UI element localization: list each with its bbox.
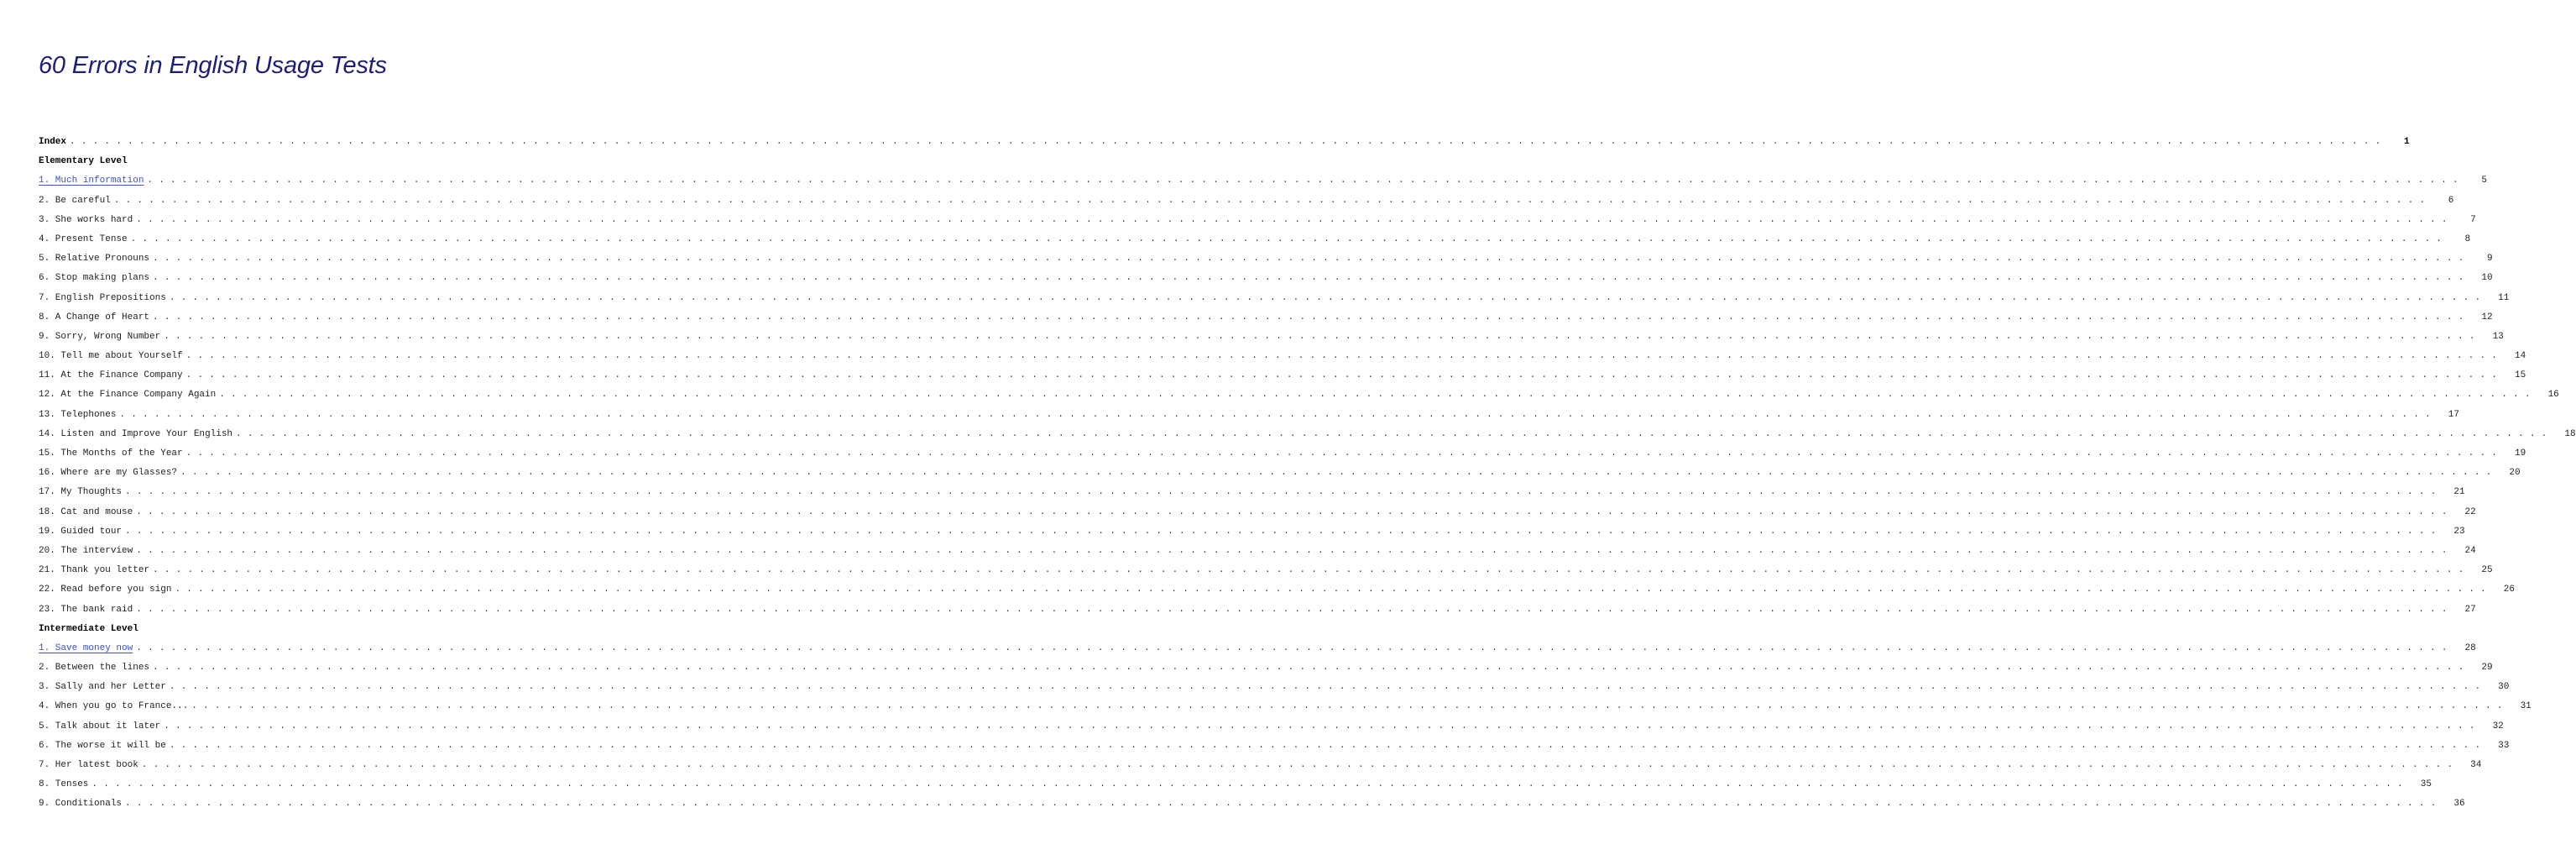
toc-page-number: 20 (2509, 468, 2521, 479)
toc-page-number: 28 (2464, 642, 2476, 653)
toc-entry-label: 14. Listen and Improve Your English (39, 428, 233, 439)
toc-page-number: 15 (2514, 370, 2526, 381)
toc-entry[interactable] (39, 697, 2532, 716)
toc-page-number: 32 (2492, 721, 2504, 732)
toc-entry-label: 7. Her latest book (39, 760, 138, 770)
toc-page-number: 34 (2470, 760, 2482, 770)
dot-leader: . . . . . . . . . . . . . . . . . . . . . . . . . . . . . . . . . . . . . . . . . . . . . . . . . . . . . . . . . . . . . . . . . . . . . . . . . . . . . . . . . . . . . . . . . . . . . . . . . . . . . . . . . . . . . . . . . . . . . . . . . . . . . . . . . . . . . . . . . . . . . . . . . . . . . . . . . . . . . . . . . . . . . . . . . . . . . . . . . . . . . . . . . . . . . . . . . . . . . . . . (153, 273, 2464, 284)
toc-entry-label: 9. Conditionals (39, 799, 123, 810)
toc-page-number: 10 (2481, 273, 2493, 284)
toc-page-number: 27 (2464, 604, 2476, 615)
toc-entry[interactable] (39, 406, 2459, 425)
toc-entry-label: 11. At the Finance Company (39, 370, 183, 381)
toc-entry-label: 10. Tell me about Yourself (39, 351, 183, 362)
toc-entry[interactable] (39, 385, 2559, 405)
dot-leader: . . . . . . . . . . . . . . . . . . . . . . . . . . . . . . . . . . . . . . . . . . . . . . . . . . . . . . . . . . . . . . . . . . . . . . . . . . . . . . . . . . . . . . . . . . . . . . . . . . . . . . . . . . . . . . . . . . . . . . . . . . . . . . . . . . . . . . . . . . . . . . . . . . . . . . . . . . . . . . . . . . . . . . . . . . . . . . . . . . . . . . . . . . . . . . . . . . . . . . . . (219, 390, 2531, 401)
dot-leader: . . . . . . . . . . . . . . . . . . . . . . . . . . . . . . . . . . . . . . . . . . . . . . . . . . . . . . . . . . . . . . . . . . . . . . . . . . . . . . . . . . . . . . . . . . . . . . . . . . . . . . . . . . . . . . . . . . . . . . . . . . . . . . . . . . . . . . . . . . . . . . . . . . . . . . . . . . . . . . . . . . . . . . . . . . . . . . . . . . . . . . . . . . . . . . . . . . . . . . . . (136, 545, 2448, 556)
toc-page-number: 36 (2453, 799, 2465, 810)
toc-entry-link[interactable]: 1. Save money now (39, 642, 133, 653)
toc-page-number: 29 (2481, 663, 2493, 674)
toc-page-number: 7 (2470, 214, 2476, 225)
dot-leader: . . . . . . . . . . . . . . . . . . . . . . . . . . . . . . . . . . . . . . . . . . . . . . . . . . . . . . . . . . . . . . . . . . . . . . . . . . . . . . . . . . . . . . . . . . . . . . . . . . . . . . . . . . . . . . . . . . . . . . . . . . . . . . . . . . . . . . . . . . . . . . . . . . . . . . . . . . . . . . . . . . . . . . . . . . . . . . . . . . . . . . . . . . . . . . . . . . . . . . . . (136, 604, 2448, 615)
toc-page-number: 11 (2498, 292, 2510, 303)
toc-entry[interactable] (39, 756, 2482, 775)
dot-leader: . . . . . . . . . . . . . . . . . . . . . . . . . . . . . . . . . . . . . . . . . . . . . . . . . . . . . . . . . . . . . . . . . . . . . . . . . . . . . . . . . . . . . . . . . . . . . . . . . . . . . . . . . . . . . . . . . . . . . . . . . . . . . . . . . . . . . . . . . . . . . . . . . . . . . . . . . . . . . . . . . . . . . . . . . . . . . . . . . . . . . . . . . . . . . . . . . . . . . . . . (91, 779, 2403, 790)
toc-page-number: 6 (2448, 195, 2454, 206)
dot-leader: . . . . . . . . . . . . . . . . . . . . . . . . . . . . . . . . . . . . . . . . . . . . . . . . . . . . . . . . . . . . . . . . . . . . . . . . . . . . . . . . . . . . . . . . . . . . . . . . . . . . . . . . . . . . . . . . . . . . . . . . . . . . . . . . . . . . . . . . . . . . . . . . . . . . . . . . . . . . . . . . . . . . . . . . . . . . . . . . . . . . . . . . . . . . . . . . . . . . . . . . (191, 701, 2503, 712)
toc-entry-label: 19. Guided tour (39, 526, 123, 537)
toc-entry[interactable] (39, 366, 2526, 385)
toc-entry-label: 6. Stop making plans (39, 273, 150, 284)
toc-entry[interactable] (39, 269, 2493, 288)
toc-entry[interactable] (39, 542, 2476, 561)
toc-entry-label: 2. Between the lines (39, 663, 150, 674)
toc-page-number: 30 (2498, 682, 2510, 693)
dot-leader: . . . . . . . . . . . . . . . . . . . . . . . . . . . . . . . . . . . . . . . . . . . . . . . . . . . . . . . . . . . . . . . . . . . . . . . . . . . . . . . . . . . . . . . . . . . . . . . . . . . . . . . . . . . . . . . . . . . . . . . . . . . . . . . . . . . . . . . . . . . . . . . . . . . . . . . . . . . . . . . . . . . . . . . . . . . . . . . . . . . . . . . . . . . . . . . . . . . . . . . . (113, 195, 2426, 206)
toc-entry[interactable] (39, 444, 2526, 464)
table-of-contents (39, 133, 2576, 815)
dot-leader: . . . . . . . . . . . . . . . . . . . . . . . . . . . . . . . . . . . . . . . . . . . . . . . . . . . . . . . . . . . . . . . . . . . . . . . . . . . . . . . . . . . . . . . . . . . . . . . . . . . . . . . . . . . . . . . . . . . . . . . . . . . . . . . . . . . . . . . . . . . . . . . . . . . . . . . . . . . . . . . . . . . . . . . . . . . . . . . . . . . . . . . . . . . . . . . . . . . . . . . . (136, 642, 2448, 653)
toc-page-number: 31 (2520, 701, 2532, 712)
toc-entry[interactable] (39, 775, 2432, 794)
dot-leader: . . . . . . . . . . . . . . . . . . . . . . . . . . . . . . . . . . . . . . . . . . . . . . . . . . . . . . . . . . . . . . . . . . . . . . . . . . . . . . . . . . . . . . . . . . . . . . . . . . . . . . . . . . . . . . . . . . . . . . . . . . . . . . . . . . . . . . . . . . . . . . . . . . . . . . . . . . . . . . . . . . . . . . . . . . . . . . . . . . . . . . . . . . . . . . . . . . . . . . . . (185, 448, 2498, 459)
toc-page-number: 33 (2498, 740, 2510, 751)
toc-entry[interactable] (39, 522, 2465, 542)
toc-entry[interactable] (39, 328, 2504, 347)
toc-entry[interactable] (39, 658, 2493, 678)
toc-entry-label: 2. Be careful (39, 195, 111, 206)
toc-entry-label: 4. Present Tense (39, 233, 128, 244)
toc-entry-label: 4. When you go to France... (39, 701, 189, 712)
dot-leader: . . . . . . . . . . . . . . . . . . . . . . . . . . . . . . . . . . . . . . . . . . . . . . . . . . . . . . . . . . . . . . . . . . . . . . . . . . . . . . . . . . . . . . . . . . . . . . . . . . . . . . . . . . . . . . . . . . . . . . . . . . . . . . . . . . . . . . . . . . . . . . . . . . . . . . . . . . . . . . . . . . . . . . . . . . . . . . . . . . . . . . . . . . . . . . . . . . . . . . . . (164, 331, 2475, 342)
dot-leader: . . . . . . . . . . . . . . . . . . . . . . . . . . . . . . . . . . . . . . . . . . . . . . . . . . . . . . . . . . . . . . . . . . . . . . . . . . . . . . . . . . . . . . . . . . . . . . . . . . . . . . . . . . . . . . . . . . . . . . . . . . . . . . . . . . . . . . . . . . . . . . . . . . . . . . . . . . . . . . . . . . . . . . . . . . . . . . . . . . . . . . . . . . . . . . . . . . . . . . . . (164, 721, 2475, 732)
toc-entry[interactable] (39, 347, 2526, 366)
toc-entry[interactable] (39, 171, 2487, 191)
toc-page-number: 1 (2403, 137, 2410, 147)
toc-entry-label: 8. A Change of Heart (39, 312, 150, 322)
toc-page-number: 16 (2547, 390, 2559, 401)
toc-entry-label: 13. Telephones (39, 409, 117, 420)
dot-leader: . . . . . . . . . . . . . . . . . . . . . . . . . . . . . . . . . . . . . . . . . . . . . . . . . . . . . . . . . . . . . . . . . . . . . . . . . . . . . . . . . . . . . . . . . . . . . . . . . . . . . . . . . . . . . . . . . . . . . . . . . . . . . . . . . . . . . . . . . . . . . . . . . . . . . . . . . . . . . . . . . . . . . . . . . . . . . . . . . . . . . . . . . . . . . . . . . . . . . . . . (141, 760, 2453, 770)
dot-leader: . . . . . . . . . . . . . . . . . . . . . . . . . . . . . . . . . . . . . . . . . . . . . . . . . . . . . . . . . . . . . . . . . . . . . . . . . . . . . . . . . . . . . . . . . . . . . . . . . . . . . . . . . . . . . . . . . . . . . . . . . . . . . . . . . . . . . . . . . . . . . . . . . . . . . . . . . . . . . . . . . . . . . . . . . . . . . . . . . . . . . . . . . . . . . . . . . . . . . . . . (180, 468, 2492, 479)
toc-page-number: 13 (2492, 331, 2504, 342)
toc-page-number: 8 (2464, 233, 2471, 244)
dot-leader: . . . . . . . . . . . . . . . . . . . . . . . . . . . . . . . . . . . . . . . . . . . . . . . . . . . . . . . . . . . . . . . . . . . . . . . . . . . . . . . . . . . . . . . . . . . . . . . . . . . . . . . . . . . . . . . . . . . . . . . . . . . . . . . . . . . . . . . . . . . . . . . . . . . . . . . . . . . . . . . . . . . . . . . . . . . . . . . . . . . . . . . . . . . . . . . . . . . . . . . . (136, 214, 2448, 225)
dot-leader: . . . . . . . . . . . . . . . . . . . . . . . . . . . . . . . . . . . . . . . . . . . . . . . . . . . . . . . . . . . . . . . . . . . . . . . . . . . . . . . . . . . . . . . . . . . . . . . . . . . . . . . . . . . . . . . . . . . . . . . . . . . . . . . . . . . . . . . . . . . . . . . . . . . . . . . . . . . . . . . . . . . . . . . . . . . . . . . . . . . . . . . . . . . . . . . . . . . . . . . . (130, 233, 2443, 244)
toc-entry-label: 16. Where are my Glasses? (39, 468, 178, 479)
dot-leader: . . . . . . . . . . . . . . . . . . . . . . . . . . . . . . . . . . . . . . . . . . . . . . . . . . . . . . . . . . . . . . . . . . . . . . . . . . . . . . . . . . . . . . . . . . . . . . . . . . . . . . . . . . . . . . . . . . . . . . . . . . . . . . . . . . . . . . . . . . . . . . . . . . . . . . . . . . . . . . . . . . . . . . . . . . . . . . . . . . . . . . . . . . . . . . . . . . . . . . . . (153, 663, 2464, 674)
toc-entry[interactable] (39, 483, 2465, 502)
dot-leader: . . . . . . . . . . . . . . . . . . . . . . . . . . . . . . . . . . . . . . . . . . . . . . . . . . . . . . . . . . . . . . . . . . . . . . . . . . . . . . . . . . . . . . . . . . . . . . . . . . . . . . . . . . . . . . . . . . . . . . . . . . . . . . . . . . . . . . . . . . . . . . . . . . . . . . . . . . . . . . . . . . . . . . . . . . . . . . . . . . . . . . . . . . . . . . . . . . . . . . . . (136, 506, 2448, 517)
toc-entry-label: 23. The bank raid (39, 604, 133, 615)
toc-page-number: 25 (2481, 565, 2493, 576)
toc-entry-label: 21. Thank you letter (39, 565, 150, 576)
toc-entry-label: 3. Sally and her Letter (39, 682, 166, 693)
dot-leader: . . . . . . . . . . . . . . . . . . . . . . . . . . . . . . . . . . . . . . . . . . . . . . . . . . . . . . . . . . . . . . . . . . . . . . . . . . . . . . . . . . . . . . . . . . . . . . . . . . . . . . . . . . . . . . . . . . . . . . . . . . . . . . . . . . . . . . . . . . . . . . . . . . . . . . . . . . . . . . . . . . . . . . . . . . . . . . . . . . . . . . . . . . . . . . . . . . . . . . . . (125, 487, 2437, 498)
toc-page-number: 26 (2503, 585, 2515, 595)
page-title: 60 Errors in English Usage Tests (39, 52, 387, 79)
toc-entry[interactable] (39, 561, 2493, 580)
toc-entry[interactable] (39, 600, 2476, 620)
toc-entry[interactable] (39, 191, 2454, 211)
toc-page-number: 23 (2453, 526, 2465, 537)
toc-entry[interactable] (39, 249, 2493, 269)
dot-leader: . . . . . . . . . . . . . . . . . . . . . . . . . . . . . . . . . . . . . . . . . . . . . . . . . . . . . . . . . . . . . . . . . . . . . . . . . . . . . . . . . . . . . . . . . . . . . . . . . . . . . . . . . . . . . . . . . . . . . . . . . . . . . . . . . . . . . . . . . . . . . . . . . . . . . . . . . . . . . . . . . . . . . . . . . . . . . . . . . . . . . . . . . . . . . . . . . . . . . . . . (169, 740, 2481, 751)
toc-entry[interactable] (39, 678, 2510, 697)
dot-leader: . . . . . . . . . . . . . . . . . . . . . . . . . . . . . . . . . . . . . . . . . . . . . . . . . . . . . . . . . . . . . . . . . . . . . . . . . . . . . . . . . . . . . . . . . . . . . . . . . . . . . . . . . . . . . . . . . . . . . . . . . . . . . . . . . . . . . . . . . . . . . . . . . . . . . . . . . . . . . . . . . . . . . . . . . . . . . . . . . . . . . . . . . . . . . . . . . . . . . . . . (185, 351, 2498, 362)
dot-leader: . . . . . . . . . . . . . . . . . . . . . . . . . . . . . . . . . . . . . . . . . . . . . . . . . . . . . . . . . . . . . . . . . . . . . . . . . . . . . . . . . . . . . . . . . . . . . . . . . . . . . . . . . . . . . . . . . . . . . . . . . . . . . . . . . . . . . . . . . . . . . . . . . . . . . . . . . . . . . . . . . . . . . . . . . . . . . . . . . . . . . . . . . . . . . . . . . . . . . . . . (169, 682, 2481, 693)
toc-page-number: 5 (2481, 176, 2487, 186)
toc-entry[interactable] (39, 503, 2476, 522)
toc-entry-label: 20. The interview (39, 545, 133, 556)
toc-entry-label: 3. She works hard (39, 214, 133, 225)
dot-leader: . . . . . . . . . . . . . . . . . . . . . . . . . . . . . . . . . . . . . . . . . . . . . . . . . . . . . . . . . . . . . . . . . . . . . . . . . . . . . . . . . . . . . . . . . . . . . . . . . . . . . . . . . . . . . . . . . . . . . . . . . . . . . . . . . . . . . . . . . . . . . . . . . . . . . . . . . . . . . . . . . . . . . . . . . . . . . . . . . . . . . . . . . . . . . . . . . . . . . . . . (153, 254, 2464, 265)
toc-entry-link[interactable]: 1. Much information (39, 176, 144, 186)
toc-entry[interactable] (39, 289, 2510, 308)
toc-entry-label: 17. My Thoughts (39, 487, 123, 498)
dot-leader: . . . . . . . . . . . . . . . . . . . . . . . . . . . . . . . . . . . . . . . . . . . . . . . . . . . . . . . . . . . . . . . . . . . . . . . . . . . . . . . . . . . . . . . . . . . . . . . . . . . . . . . . . . . . . . . . . . . . . . . . . . . . . . . . . . . . . . . . . . . . . . . . . . . . . . . . . . . . . . . . . . . . . . . . . . . . . . . . . . . . . . . . . . . . . . . . . . . . . . . . (125, 799, 2437, 810)
toc-entry-label: 22. Read before you sign (39, 585, 172, 595)
toc-page-number: 22 (2464, 506, 2476, 517)
toc-entry-label: 18. Cat and mouse (39, 506, 133, 517)
toc-entry-label: 12. At the Finance Company Again (39, 390, 217, 401)
toc-entry-label: Index (39, 137, 67, 147)
toc-page-number: 14 (2514, 351, 2526, 362)
toc-entry-label: 9. Sorry, Wrong Number (39, 331, 161, 342)
toc-entry[interactable] (39, 464, 2521, 483)
toc-entry[interactable] (39, 425, 2576, 444)
toc-page-number: 19 (2514, 448, 2526, 459)
dot-leader: . . . . . . . . . . . . . . . . . . . . . . . . . . . . . . . . . . . . . . . . . . . . . . . . . . . . . . . . . . . . . . . . . . . . . . . . . . . . . . . . . . . . . . . . . . . . . . . . . . . . . . . . . . . . . . . . . . . . . . . . . . . . . . . . . . . . . . . . . . . . . . . . . . . . . . . . . . . . . . . . . . . . . . . . . . . . . . . . . . . . . . . . . . . . . . . . . . . . . . . . (153, 565, 2464, 576)
toc-entry-label: 15. The Months of the Year (39, 448, 183, 459)
dot-leader: . . . . . . . . . . . . . . . . . . . . . . . . . . . . . . . . . . . . . . . . . . . . . . . . . . . . . . . . . . . . . . . . . . . . . . . . . . . . . . . . . . . . . . . . . . . . . . . . . . . . . . . . . . . . . . . . . . . . . . . . . . . . . . . . . . . . . . . . . . . . . . . . . . . . . . . . . . . . . . . . . . . . . . . . . . . . . . . . . . . . . . . . . . . . . . . . . . . . . . . . (175, 585, 2486, 595)
toc-entry[interactable] (39, 230, 2471, 249)
toc-entry-label: 8. Tenses (39, 779, 89, 790)
toc-index-row[interactable] (39, 133, 2410, 152)
toc-page-number: 35 (2420, 779, 2432, 790)
toc-entry-label: 5. Talk about it later (39, 721, 161, 732)
dot-leader: . . . . . . . . . . . . . . . . . . . . . . . . . . . . . . . . . . . . . . . . . . . . . . . . . . . . . . . . . . . . . . . . . . . . . . . . . . . . . . . . . . . . . . . . . . . . . . . . . . . . . . . . . . . . . . . . . . . . . . . . . . . . . . . . . . . . . . . . . . . . . . . . . . . . . . . . . . . . . . . . . . . . . . . . . . . . . . . . . . . . . . . . . . . . . . . . . . . . . . . . (169, 292, 2481, 303)
toc-entry[interactable] (39, 211, 2476, 230)
toc-entry-label: 5. Relative Pronouns (39, 254, 150, 265)
toc-entry[interactable] (39, 580, 2515, 600)
toc-entry[interactable] (39, 737, 2510, 756)
dot-leader: . . . . . . . . . . . . . . . . . . . . . . . . . . . . . . . . . . . . . . . . . . . . . . . . . . . . . . . . . . . . . . . . . . . . . . . . . . . . . . . . . . . . . . . . . . . . . . . . . . . . . . . . . . . . . . . . . . . . . . . . . . . . . . . . . . . . . . . . . . . . . . . . . . . . . . . . . . . . . . . . . . . . . . . . . . . . . . . . . . . . . . . . . . . . . . . . . . . . . . . . (153, 312, 2464, 322)
toc-page-number: 21 (2453, 487, 2465, 498)
dot-leader: . . . . . . . . . . . . . . . . . . . . . . . . . . . . . . . . . . . . . . . . . . . . . . . . . . . . . . . . . . . . . . . . . . . . . . . . . . . . . . . . . . . . . . . . . . . . . . . . . . . . . . . . . . . . . . . . . . . . . . . . . . . . . . . . . . . . . . . . . . . . . . . . . . . . . . . . . . . . . . . . . . . . . . . . . . . . . . . . . . . . . . . . . . . . . . . . . . . . . . . . (185, 370, 2498, 381)
toc-entry-label: 7. English Prepositions (39, 292, 166, 303)
toc-page-number: 17 (2448, 409, 2459, 420)
toc-entry[interactable] (39, 794, 2465, 814)
dot-leader: . . . . . . . . . . . . . . . . . . . . . . . . . . . . . . . . . . . . . . . . . . . . . . . . . . . . . . . . . . . . . . . . . . . . . . . . . . . . . . . . . . . . . . . . . . . . . . . . . . . . . . . . . . . . . . . . . . . . . . . . . . . . . . . . . . . . . . . . . . . . . . . . . . . . . . . . . . . . . . . . . . . . . . . . . . . . . . . . . . . . . . . . . . . . . . . . . . . . . . . . (147, 176, 2458, 186)
toc-entry[interactable] (39, 717, 2504, 737)
toc-page-number: 24 (2464, 545, 2476, 556)
toc-entry[interactable] (39, 308, 2493, 328)
section-heading: Elementary Level (39, 156, 128, 167)
toc-page-number: 12 (2481, 312, 2493, 322)
toc-entry-label: 6. The worse it will be (39, 740, 166, 751)
dot-leader: . . . . . . . . . . . . . . . . . . . . . . . . . . . . . . . . . . . . . . . . . . . . . . . . . . . . . . . . . . . . . . . . . . . . . . . . . . . . . . . . . . . . . . . . . . . . . . . . . . . . . . . . . . . . . . . . . . . . . . . . . . . . . . . . . . . . . . . . . . . . . . . . . . . . . . . . . . . . . . . . . . . . . . . . . . . . . . . . . . . . . . . . . . . . . . . . . . . . . . . . (125, 526, 2437, 537)
dot-leader: . . . . . . . . . . . . . . . . . . . . . . . . . . . . . . . . . . . . . . . . . . . . . . . . . . . . . . . . . . . . . . . . . . . . . . . . . . . . . . . . . . . . . . . . . . . . . . . . . . . . . . . . . . . . . . . . . . . . . . . . . . . . . . . . . . . . . . . . . . . . . . . . . . . . . . . . . . . . . . . . . . . . . . . . . . . . . . . . . . . . . . . . . . . . . . . . . . . . . . . . (236, 428, 2547, 439)
toc-entry[interactable] (39, 639, 2476, 658)
toc-page-number: 18 (2564, 428, 2576, 439)
dot-leader: . . . . . . . . . . . . . . . . . . . . . . . . . . . . . . . . . . . . . . . . . . . . . . . . . . . . . . . . . . . . . . . . . . . . . . . . . . . . . . . . . . . . . . . . . . . . . . . . . . . . . . . . . . . . . . . . . . . . . . . . . . . . . . . . . . . . . . . . . . . . . . . . . . . . . . . . . . . . . . . . . . . . . . . . . . . . . . . . . . . . . . . . . . . . . . . . . . . . . . . . (70, 137, 2381, 147)
dot-leader: . . . . . . . . . . . . . . . . . . . . . . . . . . . . . . . . . . . . . . . . . . . . . . . . . . . . . . . . . . . . . . . . . . . . . . . . . . . . . . . . . . . . . . . . . . . . . . . . . . . . . . . . . . . . . . . . . . . . . . . . . . . . . . . . . . . . . . . . . . . . . . . . . . . . . . . . . . . . . . . . . . . . . . . . . . . . . . . . . . . . . . . . . . . . . . . . . . . . . . . . (119, 409, 2431, 420)
toc-page-number: 9 (2486, 254, 2493, 265)
section-heading: Intermediate Level (39, 623, 138, 634)
